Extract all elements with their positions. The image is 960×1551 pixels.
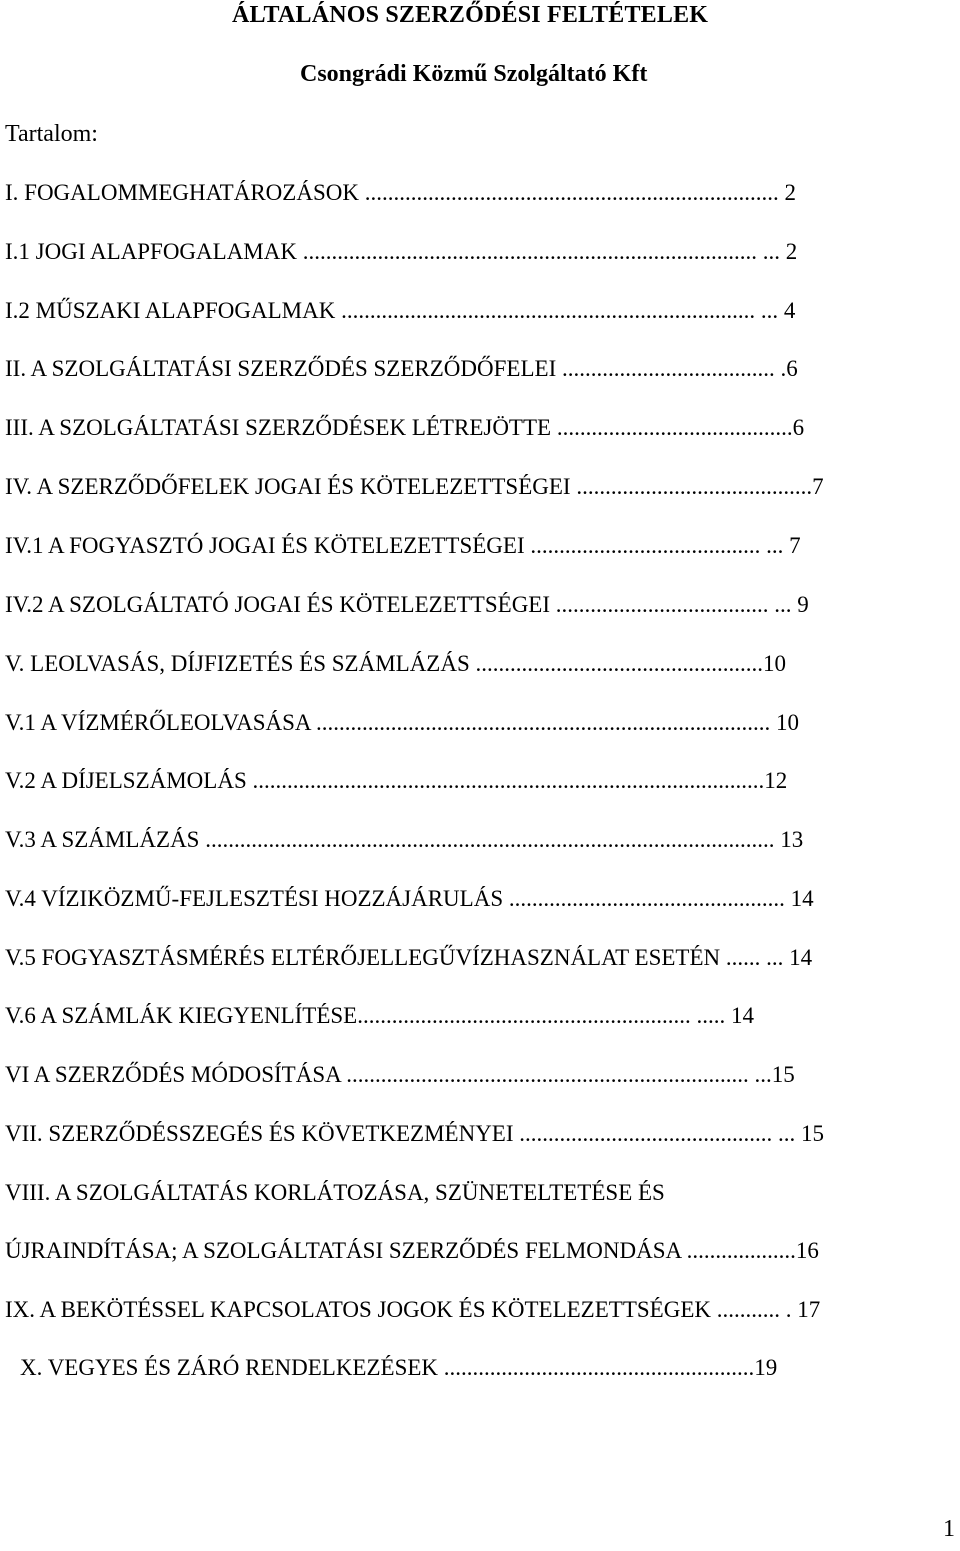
toc-entry: II. A SZOLGÁLTATÁSI SZERZŐDÉS SZERZŐDŐFELEI ..................................... .6 bbox=[5, 356, 798, 381]
toc-entry: V. LEOLVASÁS, DÍJFIZETÉS ÉS SZÁMLÁZÁS ..................................................10 bbox=[5, 651, 787, 676]
toc-entry: III. A SZOLGÁLTATÁSI SZERZŐDÉSEK LÉTREJÖTTE .........................................6 bbox=[5, 415, 805, 440]
toc-entry: IX. A BEKÖTÉSSEL KAPCSOLATOS JOGOK ÉS KÖTELEZETTSÉGEK ........... . 17 bbox=[5, 1297, 821, 1322]
contents-label: Tartalom: bbox=[5, 121, 98, 147]
toc-entry: V.1 A VÍZMÉRŐLEOLVASÁSA ............................................................................... 10 bbox=[5, 710, 800, 735]
toc-entry: X. VEGYES ÉS ZÁRÓ RENDELKEZÉSEK ......................................................19 bbox=[20, 1355, 778, 1380]
toc-entry: I.1 JOGI ALAPFOGALAMAK ............................................................................... ... 2 bbox=[5, 239, 798, 264]
toc-entry: ÚJRAINDÍTÁSA; A SZOLGÁLTATÁSI SZERZŐDÉS FELMONDÁSA ...................16 bbox=[5, 1238, 819, 1263]
toc-entry: VIII. A SZOLGÁLTATÁS KORLÁTOZÁSA, SZÜNETELTETÉSE ÉS bbox=[5, 1180, 665, 1205]
toc-entry: V.6 A SZÁMLÁK KIEGYENLÍTÉSE.......................................................... ..... 14 bbox=[5, 1003, 754, 1028]
page-number: 1 bbox=[943, 1516, 955, 1542]
toc-entry: I.2 MŰSZAKI ALAPFOGALMAK ........................................................................ ... 4 bbox=[5, 298, 796, 323]
toc-entry: V.3 A SZÁMLÁZÁS ................................................................................................... 13 bbox=[5, 827, 804, 852]
toc-entry: IV.1 A FOGYASZTÓ JOGAI ÉS KÖTELEZETTSÉGEI ........................................ ... 7 bbox=[5, 533, 801, 558]
toc-entry: V.2 A DÍJELSZÁMOLÁS .........................................................................................12 bbox=[5, 768, 788, 793]
document-subtitle: Csongrádi Közmű Szolgáltató Kft bbox=[300, 61, 648, 87]
toc-entry: IV.2 A SZOLGÁLTATÓ JOGAI ÉS KÖTELEZETTSÉGEI ..................................... ... 9 bbox=[5, 592, 809, 617]
toc-entry: I. FOGALOMMEGHATÁROZÁSOK ........................................................................ 2 bbox=[5, 180, 796, 205]
toc-entry: VI A SZERZŐDÉS MÓDOSÍTÁSA ...................................................................... ...15 bbox=[5, 1062, 795, 1087]
document-title: ÁLTALÁNOS SZERZŐDÉSI FELTÉTELEK bbox=[232, 2, 709, 28]
toc-entry: V.5 FOGYASZTÁSMÉRÉS ELTÉRŐJELLEGŰVÍZHASZNÁLAT ESETÉN ...... ... 14 bbox=[5, 945, 813, 970]
toc-entry: V.4 VÍZIKÖZMŰ-FEJLESZTÉSI HOZZÁJÁRULÁS ................................................ 14 bbox=[5, 886, 814, 911]
toc-entry: IV. A SZERZŐDŐFELEK JOGAI ÉS KÖTELEZETTSÉGEI .........................................7 bbox=[5, 474, 824, 499]
toc-entry: VII. SZERZŐDÉSSZEGÉS ÉS KÖVETKEZMÉNYEI ............................................ ... 15 bbox=[5, 1121, 825, 1146]
